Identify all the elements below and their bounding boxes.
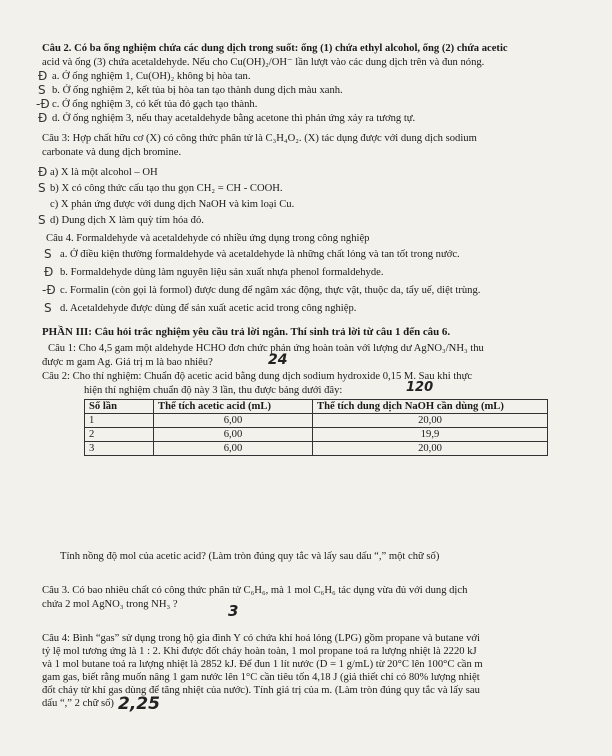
q2-option-c: c. Ở ống nghiệm 3, có kết tủa đỏ gạch tạo thành. — [52, 99, 258, 110]
part3-heading: PHẦN III: Câu hỏi trắc nghiệm yêu cầu trả lời ngắn. Thí sinh trả lời từ câu 1 đến câu 6. — [42, 326, 451, 338]
table-cell: 2 — [85, 428, 154, 442]
handwritten-mark: -Ð — [42, 283, 56, 297]
handwritten-mark: Ð — [44, 265, 54, 279]
table-header-row — [85, 400, 548, 414]
q2-option-a: a. Ở ống nghiệm 1, Cu(OH)₂ không bị hòa tan. — [52, 71, 251, 82]
handwritten-mark: S — [38, 213, 46, 227]
table-cell: 19,9 — [313, 428, 548, 442]
table-cell: 1 — [85, 414, 154, 428]
table-cell: 20,00 — [313, 442, 548, 456]
handwritten-mark: S — [38, 181, 46, 195]
table-header: Thể tích acetic acid (mL) — [154, 400, 313, 414]
table-row — [85, 428, 548, 442]
handwritten-mark: S — [38, 83, 46, 97]
part3-q2-after: Tính nồng độ mol của acetic acid? (Làm tròn đúng quy tắc và lấy sau dấu “,” một chữ số) — [60, 551, 440, 562]
part3-q4-line2: tỷ lệ mol tương ứng là 1 : 2. Khi được đốt cháy hoàn toàn, 1 mol propane toả ra lượng nhiệt là 2220 kJ — [42, 646, 477, 657]
q3-option-b: b) X có công thức cấu tạo thu gọn CH₂ = CH - COOH. — [50, 183, 283, 194]
q4-option-b: b. Formaldehyde dùng làm nguyên liệu sản xuất nhựa phenol formaldehyde. — [60, 267, 384, 278]
handwritten-answer-q3: 3 — [228, 602, 239, 620]
titration-table — [84, 399, 548, 456]
q3-option-a: a) X là một alcohol – OH — [50, 167, 158, 178]
handwritten-answer-q1: 24 — [268, 352, 288, 368]
table-header: Số lần — [85, 400, 154, 414]
handwritten-mark: S — [44, 247, 52, 261]
handwritten-answer-q2: 120 — [406, 380, 434, 395]
part3-q1-line2: được m gam Ag. Giá trị m là bao nhiêu? — [42, 357, 213, 368]
handwritten-mark: -Ð — [36, 97, 50, 111]
part3-q2-line2: hiện thí nghiệm chuẩn độ này 3 lần, thu được bảng dưới đây: — [84, 385, 343, 396]
table-cell: 6,00 — [154, 428, 313, 442]
part3-q4-line4: gam gas, biết rằng muốn nâng 1 gam nước lên 1°C cần tiêu tốn 4,18 J (giả thiết chỉ có 80% lượng nhiệt — [42, 672, 480, 683]
handwritten-mark: Ð — [38, 111, 48, 125]
q3-option-c: c) X phản ứng được với dung dịch NaOH và kim loại Cu. — [50, 199, 295, 210]
q2-stem-line1: Câu 2. Có ba ống nghiệm chứa các dung dịch trong suốt: ống (1) chứa ethyl alcohol, ống (2) chứa acetic — [42, 43, 508, 54]
table-cell: 3 — [85, 442, 154, 456]
part3-q4-line3: và 1 mol butane toả ra lượng nhiệt là 2852 kJ. Để đun 1 lít nước (D = 1 g/mL) từ 20°C lên 100°C cần m — [42, 659, 483, 670]
table-row — [85, 442, 548, 456]
table-header: Thể tích dung dịch NaOH cần dùng (mL) — [313, 400, 548, 414]
q3-stem-line1: Câu 3: Hợp chất hữu cơ (X) có công thức phân tử là C₃H₄O₂. (X) tác dụng được với dung dịch sodium — [42, 133, 477, 144]
part3-q2-line1: Câu 2: Cho thí nghiệm: Chuẩn độ acetic acid bằng dung dịch sodium hydroxide 0,15 M. Sau khi thực — [42, 371, 473, 382]
q3-option-d: d) Dung dịch X làm quỳ tím hóa đỏ. — [50, 215, 204, 226]
handwritten-mark: S — [44, 301, 52, 315]
part3-q4-line1: Câu 4: Bình “gas” sử dụng trong hộ gia đình Y có chứa khí hoá lỏng (LPG) gồm propane và butane với — [42, 633, 480, 644]
table-cell: 20,00 — [313, 414, 548, 428]
part3-q4-line5: đốt cháy từ khí gas dùng để tăng nhiệt của nước). Tính giá trị của m. (Làm tròn đúng quy tắc và lấy sau — [42, 685, 480, 696]
q3-stem-line2: carbonate và dung dịch bromine. — [42, 147, 182, 158]
q2-stem-line2: acid và ống (3) chứa acetaldehyde. Nếu cho Cu(OH)₂/OH⁻ lần lượt vào các dung dịch trên và đun nóng. — [42, 57, 485, 68]
handwritten-mark: Ð — [38, 165, 48, 179]
q4-option-c: c. Formalin (còn gọi là formol) được dung để ngâm xác động, thực vật, thuộc da, tẩy uế, diệt trùng. — [60, 285, 481, 296]
q4-option-a: a. Ở điều kiện thường formaldehyde và acetaldehyde là những chất lỏng và tan tốt trong nước. — [60, 249, 460, 260]
q2-option-d: d. Ở ống nghiệm 3, nếu thay acetaldehyde bằng acetone thì phản ứng xảy ra tương tự. — [52, 113, 416, 124]
q2-option-b: b. Ở ống nghiệm 2, kết tủa bị hòa tan tạo thành dung dịch màu xanh. — [52, 85, 343, 96]
handwritten-answer-q4: 2,25 — [118, 694, 160, 714]
handwritten-mark: Ð — [38, 69, 48, 83]
part3-q3-line2: chứa 2 mol AgNO₃ trong NH₃ ? — [42, 599, 178, 610]
part3-q3-line1: Câu 3. Có bao nhiêu chất có công thức phân tử C₆H₆, mà 1 mol C₆H₆ tác dụng vừa đủ với dung dịch — [42, 585, 468, 596]
table-cell: 6,00 — [154, 414, 313, 428]
table-cell: 6,00 — [154, 442, 313, 456]
table-row — [85, 414, 548, 428]
q4-stem: Câu 4. Formaldehyde và acetaldehyde có nhiều ứng dụng trong công nghiệp — [46, 233, 370, 244]
q4-option-d: d. Acetaldehyde được dùng để sản xuất acetic acid trong công nghiệp. — [60, 303, 357, 314]
part3-q1-line1: Câu 1: Cho 4,5 gam một aldehyde HCHO đơn chức phản ứng hoàn toàn với lượng dư AgNO₃/NH₃ thu — [48, 343, 484, 354]
part3-q4-line6: dấu “,” 2 chữ số) — [42, 698, 114, 709]
